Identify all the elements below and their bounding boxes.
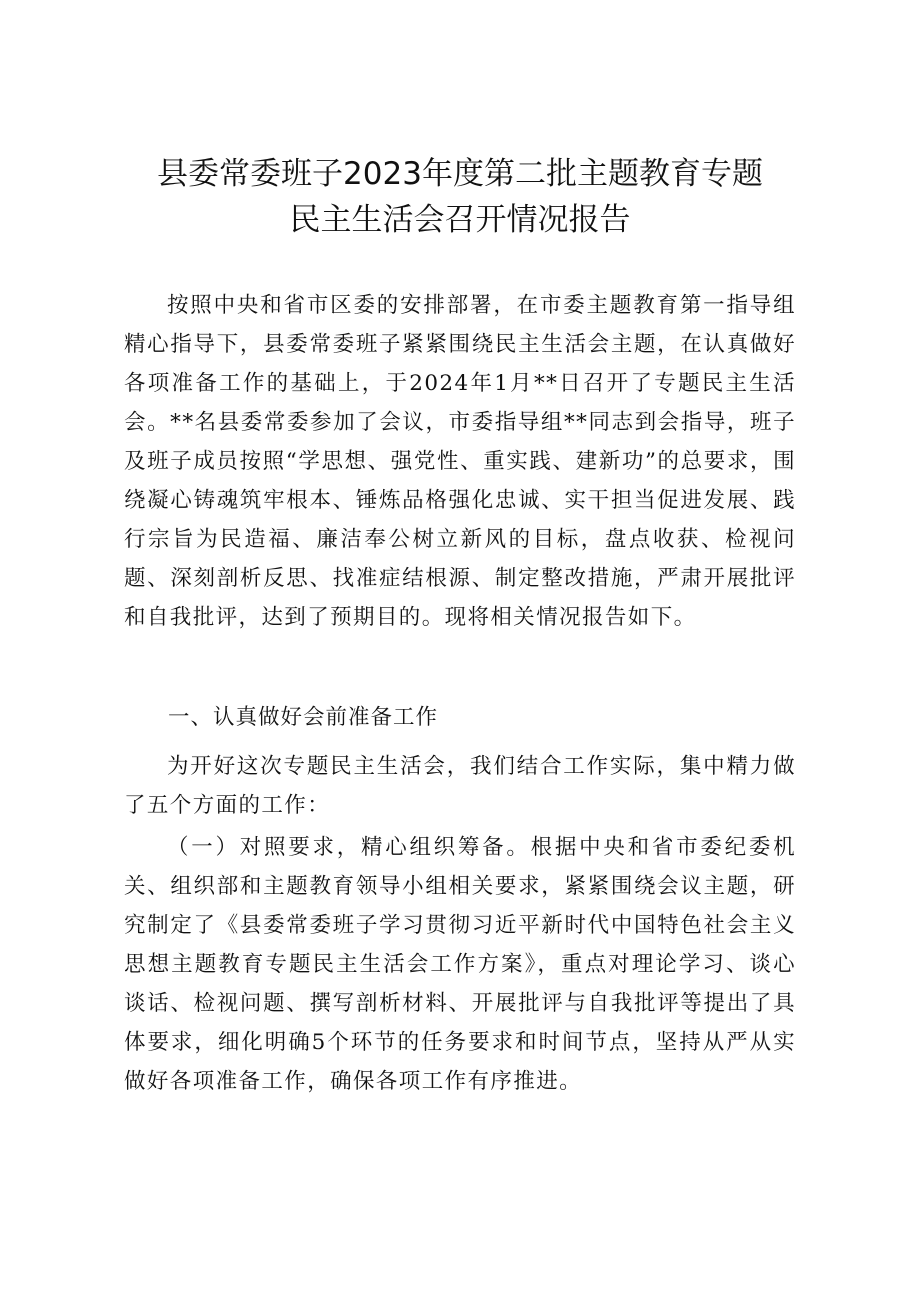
document-title-line-2: 民主生活会召开情况报告 — [289, 202, 631, 238]
intro-paragraph: 按照中央和省市区委的安排部署，在市委主题教育第一指导组精心指导下，县委常委班子紧紧围绕民主生活会主题，在认真做好各项准备工作的基础上，于2024年1月**日召开了专题民主生活会。**名县委常委参加了会议，市委指导组**同志到会指导，班子及班子成员按照“学思想、强党性、重实践、建新功”的总要求，围绕凝心铸魂筑牢根本、锤炼品格强化忠诚、实干担当促进发展、践行宗旨为民造福、廉洁奉公树立新风的目标，盘点收获、检视问题、深刻剖析反思、找准症结根源、制定整改措施，严肃开展批评和自我批评，达到了预期目的。现将相关情况报告如下。 — [124, 293, 796, 630]
section-heading: 一、认真做好会前准备工作 — [168, 705, 439, 730]
document-title-line-1: 县委常委班子2023年度第二批主题教育专题 — [157, 156, 763, 192]
section-intro-paragraph: 为开好这次专题民主生活会，我们结合工作实际，集中精力做了五个方面的工作： — [124, 754, 796, 818]
subsection-paragraph: （一）对照要求，精心组织筹备。根据中央和省市委纪委机关、组织部和主题教育领导小组相关要求，紧紧围绕会议主题，研究制定了《县委常委班子学习贯彻习近平新时代中国特色社会主义思想主题教育专题民主生活会工作方案》，重点对理论学习、谈心谈话、检视问题、撰写剖析材料、开展批评与自我批评等提出了具体要求，细化明确5个环节的任务要求和时间节点，坚持从严从实做好各项准备工作，确保各项工作有序推进。 — [124, 835, 796, 1094]
